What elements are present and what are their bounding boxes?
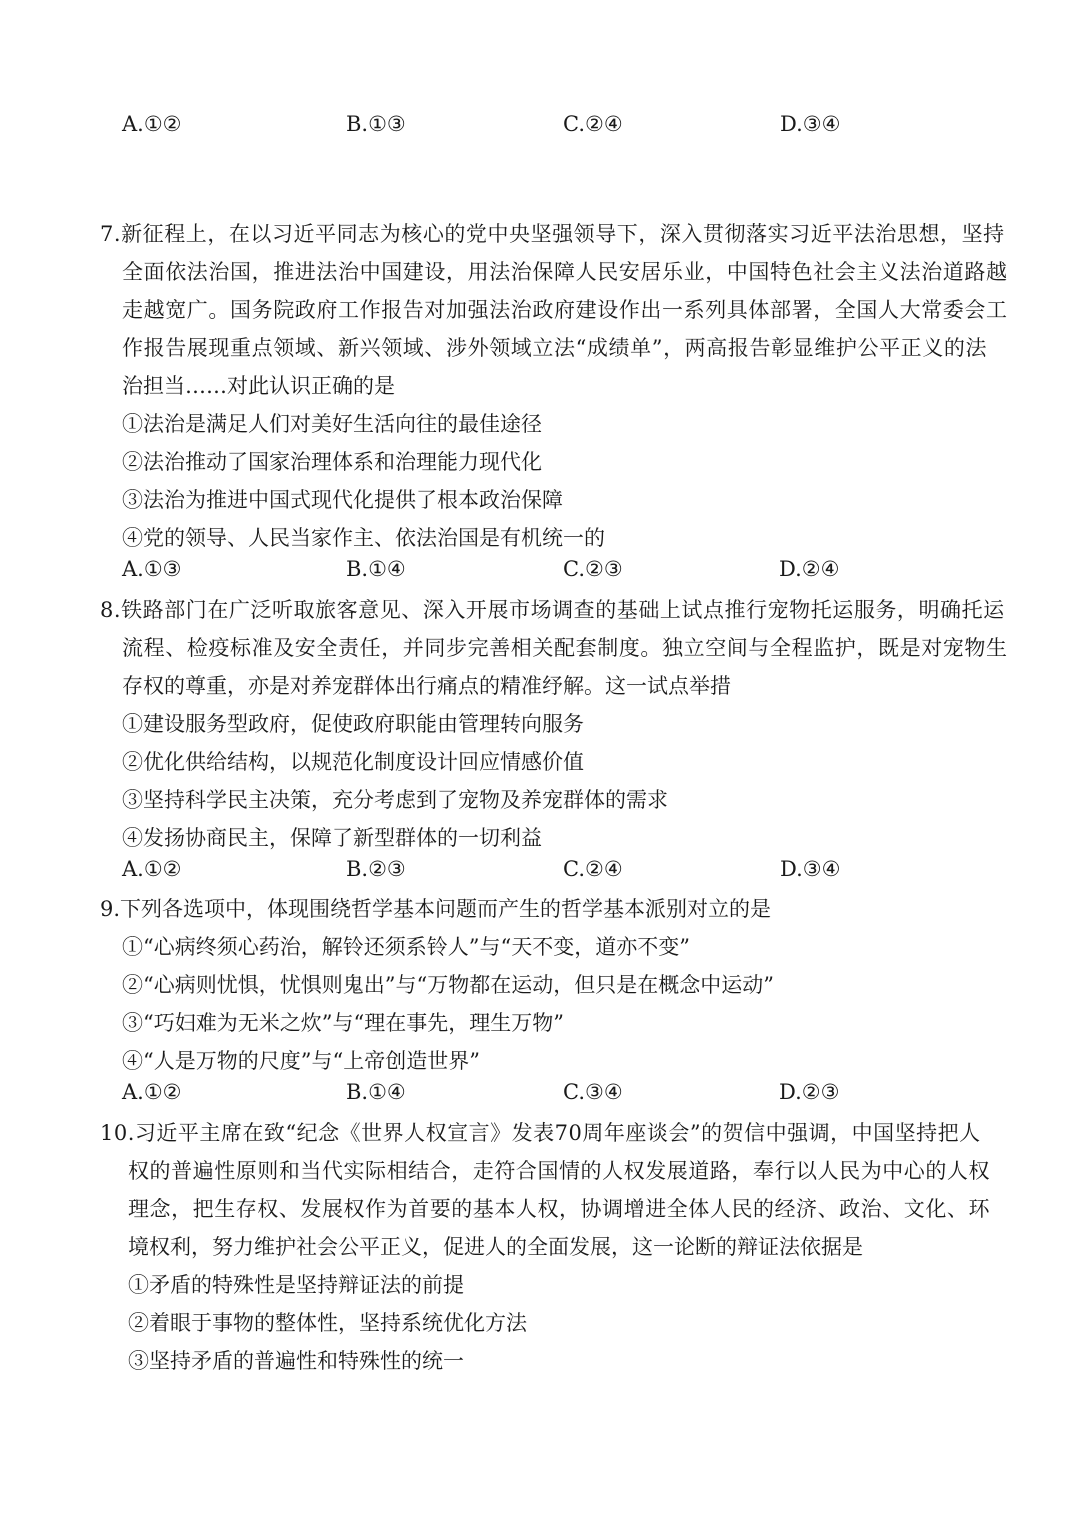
statement-item: ①“心病终须心药治，解铃还须系铃人”与“天不变，道亦不变” <box>122 935 690 959</box>
option-d[interactable]: D.③④ <box>780 857 841 881</box>
question-stem-line: 9.下列各选项中，体现围绕哲学基本问题而产生的哲学基本派别对立的是 <box>100 897 772 921</box>
option-a[interactable]: A.①③ <box>122 557 182 581</box>
option-c[interactable]: C.③④ <box>563 1080 623 1104</box>
option-b[interactable]: B.①④ <box>346 557 406 581</box>
option-d[interactable]: D.②④ <box>779 557 840 581</box>
option-d[interactable]: D.③④ <box>780 112 841 136</box>
statement-item: ②法治推动了国家治理体系和治理能力现代化 <box>122 450 542 474</box>
option-a[interactable]: A.①② <box>122 857 182 881</box>
question-7-options <box>0 551 1080 587</box>
statement-item: ②优化供给结构，以规范化制度设计回应情感价值 <box>122 750 584 774</box>
question-stem-line: 全面依法治国，推进法治中国建设，用法治保障人民安居乐业，中国特色社会主义法治道路越 <box>122 260 1008 284</box>
option-b[interactable]: B.②③ <box>346 857 406 881</box>
statement-item: ③“巧妇难为无米之炊”与“理在事先，理生万物” <box>122 1011 564 1035</box>
statement-item: ②着眼于事物的整体性，坚持系统优化方法 <box>128 1311 527 1335</box>
statement-item: ③坚持矛盾的普遍性和特殊性的统一 <box>128 1349 464 1373</box>
statement-item: ①矛盾的特殊性是坚持辩证法的前提 <box>128 1273 464 1297</box>
option-b[interactable]: B.①③ <box>346 112 406 136</box>
question-stem-line: 8.铁路部门在广泛听取旅客意见、深入开展市场调查的基础上试点推行宠物托运服务，明确托运 <box>100 598 1005 622</box>
option-c[interactable]: C.②④ <box>563 857 623 881</box>
option-a[interactable]: A.①② <box>122 1080 182 1104</box>
statement-item: ①法治是满足人们对美好生活向往的最佳途径 <box>122 412 542 436</box>
option-a[interactable]: A.①② <box>122 112 182 136</box>
question-stem-line: 理念，把生存权、发展权作为首要的基本人权，协调增进全体人民的经济、政治、文化、环 <box>128 1197 990 1221</box>
option-c[interactable]: C.②④ <box>563 112 623 136</box>
statement-item: ④党的领导、人民当家作主、依法治国是有机统一的 <box>122 526 605 550</box>
prev-question-options <box>0 106 1080 142</box>
question-9-options <box>0 1074 1080 1110</box>
question-stem-line: 作报告展现重点领域、新兴领域、涉外领域立法“成绩单”，两高报告彰显维护公平正义的法 <box>122 336 988 360</box>
question-stem-line: 境权利，努力维护社会公平正义，促进人的全面发展，这一论断的辩证法依据是 <box>128 1235 863 1259</box>
question-stem-line: 10.习近平主席在致“纪念《世界人权宣言》发表70周年座谈会”的贺信中强调，中国坚持把人 <box>100 1121 981 1145</box>
option-b[interactable]: B.①④ <box>346 1080 406 1104</box>
statement-item: ②“心病则忧惧，忧惧则鬼出”与“万物都在运动，但只是在概念中运动” <box>122 973 774 997</box>
statement-item: ③法治为推进中国式现代化提供了根本政治保障 <box>122 488 563 512</box>
option-d[interactable]: D.②③ <box>779 1080 840 1104</box>
question-stem-line: 存权的尊重，亦是对养宠群体出行痛点的精准纾解。这一试点举措 <box>122 674 731 698</box>
question-stem-line: 走越宽广。国务院政府工作报告对加强法治政府建设作出一系列具体部署，全国人大常委会工 <box>122 298 1008 322</box>
statement-item: ①建设服务型政府，促使政府职能由管理转向服务 <box>122 712 584 736</box>
option-c[interactable]: C.②③ <box>563 557 623 581</box>
question-stem-line: 7.新征程上，在以习近平同志为核心的党中央坚强领导下，深入贯彻落实习近平法治思想，坚持 <box>100 222 1005 246</box>
question-stem-line: 流程、检疫标准及安全责任，并同步完善相关配套制度。独立空间与全程监护，既是对宠物生 <box>122 636 1008 660</box>
question-stem-line: 治担当……对此认识正确的是 <box>122 374 395 398</box>
statement-item: ④发扬协商民主，保障了新型群体的一切利益 <box>122 826 542 850</box>
statement-item: ③坚持科学民主决策，充分考虑到了宠物及养宠群体的需求 <box>122 788 668 812</box>
statement-item: ④“人是万物的尺度”与“上帝创造世界” <box>122 1049 480 1073</box>
question-stem-line: 权的普遍性原则和当代实际相结合，走符合国情的人权发展道路，奉行以人民为中心的人权 <box>128 1159 990 1183</box>
question-8-options <box>0 851 1080 887</box>
